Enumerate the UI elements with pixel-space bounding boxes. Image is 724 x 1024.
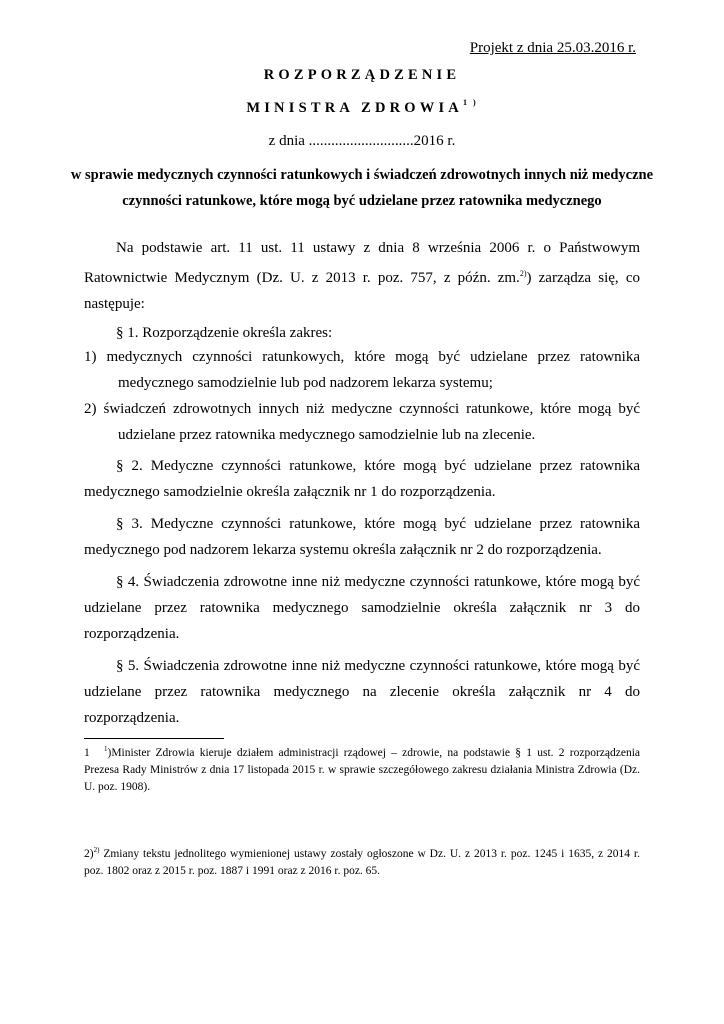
section-2: § 2. Medyczne czynności ratunkowe, które mogą być udzielane przez ratownika medycznego samodzielnie określa załącznik nr 1 do rozporządzenia. [84, 458, 640, 500]
legal-basis-text-end: ) zarządza się, co następuje: [84, 270, 640, 312]
footnote-1 [84, 741, 640, 796]
list-item: 2) świadczeń zdrowotnych innych niż medyczne czynności ratunkowe, które mogą być udzielane przez ratownika medycznego samodzielnie lub na zlecenie. [84, 401, 640, 443]
document-title: ROZPORZĄDZENIE [263, 67, 461, 83]
section-3: § 3. Medyczne czynności ratunkowe, które mogą być udzielane przez ratownika medycznego pod nadzorem lekarza systemu określa załącznik nr 2 do rozporządzenia. [84, 516, 640, 558]
section-4: § 4. Świadczenia zdrowotne inne niż medyczne czynności ratunkowe, które mogą być udzielane przez ratownika medycznego samodzielnie określa załącznik nr 3 do rozporządzenia. [84, 574, 640, 642]
footnote-ref-1: 1 ) [462, 98, 478, 107]
footnote-1-ref: 1 [104, 745, 108, 753]
project-date: Projekt z dnia 25.03.2016 r. [469, 40, 636, 56]
footnote-divider [84, 738, 224, 739]
footnote-2 [84, 842, 640, 880]
footnote-2-number: 2) [84, 848, 94, 860]
footnote-1-number: 1 [84, 747, 90, 759]
subject-line: w sprawie medycznych czynności ratunkowych i świadczeń zdrowotnych innych niż medyczne czynności ratunkowe, które mogą być udzielane przez ratownika medycznego [70, 167, 654, 209]
footnote-2-text: Zmiany tekstu jednolitego wymienionej ustawy zostały ogłoszone w Dz. U. z 2013 r. poz. 1245 i 1635, z 2014 r. poz. 1802 oraz z 2015 r. poz. 1887 i 1991 oraz z 2016 r. poz. 65. [84, 848, 640, 877]
footnote-1-text: )Minister Zdrowia kieruje działem administracji rządowej – zdrowie, na podstawie § 1 ust. 2 rozporządzenia Prezesa Rady Ministrów z dnia 17 listopada 2015 r. w sprawie szczegółowego zakresu działania Ministra Zdrowia (Dz. U. poz. 1908). [84, 747, 640, 793]
legal-basis-paragraph [84, 235, 640, 317]
issue-date-line: z dnia ............................2016 r. [268, 133, 456, 149]
section-5: § 5. Świadczenia zdrowotne inne niż medyczne czynności ratunkowe, które mogą być udzielane przez ratownika medycznego na zlecenie określa załącznik nr 4 do rozporządzenia. [84, 658, 640, 726]
footnote-ref-2: 2) [519, 269, 527, 278]
list-item: 1) medycznych czynności ratunkowych, które mogą być udzielane przez ratownika medycznego samodzielnie lub pod nadzorem lekarza systemu; [84, 349, 640, 391]
legal-basis-text: Na podstawie art. 11 ust. 11 ustawy z dnia 8 września 2006 r. o Państwowym Ratownictwie Medycznym (Dz. U. z 2013 r. poz. 757, z późn. zm. [84, 240, 640, 286]
issuing-authority [0, 98, 724, 117]
footnote-2-ref: 2) [93, 846, 100, 854]
issuing-authority-text: MINISTRA ZDROWIA [246, 100, 463, 116]
section-1: § 1. Rozporządzenie określa zakres: [116, 325, 333, 341]
